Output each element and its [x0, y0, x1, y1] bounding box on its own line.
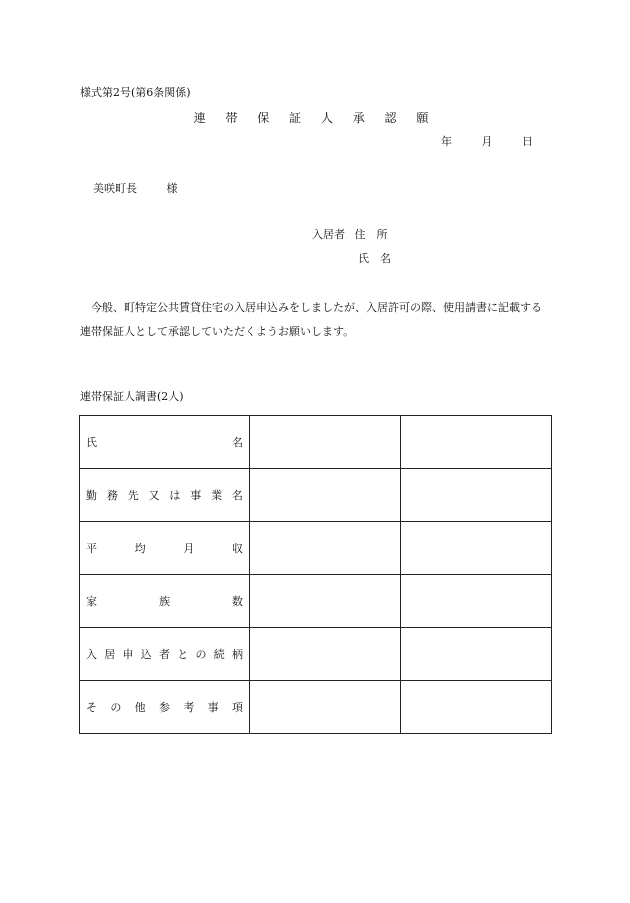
row-label-cell: [80, 681, 250, 734]
date-day: 日: [522, 135, 533, 148]
table-row: [80, 469, 552, 522]
table-row: [80, 416, 552, 469]
row-label-cell: [80, 522, 250, 575]
addressee-honorific: 様: [166, 182, 178, 195]
row-label: そ の 他 参 考 事 項: [86, 701, 243, 714]
row-label: 家 族 数: [86, 595, 243, 608]
guarantor-2-cell[interactable]: [401, 681, 552, 734]
date-year: 年: [441, 135, 452, 148]
guarantor-1-cell[interactable]: [250, 628, 401, 681]
guarantor-1-cell[interactable]: [250, 575, 401, 628]
applicant-name-line: [358, 252, 391, 266]
guarantor-1-cell[interactable]: [250, 681, 401, 734]
guarantor-table: [79, 415, 552, 734]
guarantor-1-cell[interactable]: [250, 469, 401, 522]
row-label: 平 均 月 収: [86, 542, 243, 555]
applicant-label: 入居者: [312, 228, 345, 241]
guarantor-1-cell[interactable]: [250, 522, 401, 575]
applicant-address-label: 住 所: [354, 228, 388, 241]
table-row: [80, 628, 552, 681]
table-caption: 連帯保証人調書(2人): [80, 390, 184, 403]
guarantor-2-cell[interactable]: [401, 416, 552, 469]
addressee: [93, 182, 178, 196]
guarantor-2-cell[interactable]: [401, 522, 552, 575]
row-label: 入 居 申 込 者 と の 続 柄: [86, 648, 243, 661]
date-line: [441, 135, 533, 149]
table-row: [80, 575, 552, 628]
table-row: [80, 522, 552, 575]
row-label-cell: [80, 469, 250, 522]
guarantor-2-cell[interactable]: [401, 575, 552, 628]
addressee-name: 美咲町長: [93, 182, 137, 195]
table-row: [80, 681, 552, 734]
form-number: 様式第2号(第6条関係): [80, 86, 191, 99]
applicant-address-line: [312, 228, 388, 242]
date-month: 月: [481, 135, 493, 148]
row-label-cell: [80, 628, 250, 681]
guarantor-2-cell[interactable]: [401, 469, 552, 522]
row-label: 勤 務 先 又 は 事 業 名: [86, 489, 243, 502]
document-title: 連 帯 保 証 人 承 認 願: [193, 111, 437, 125]
guarantor-1-cell[interactable]: [250, 416, 401, 469]
row-label: 氏 名: [86, 436, 243, 449]
row-label-cell: [80, 416, 250, 469]
applicant-name-label: 氏 名: [358, 252, 391, 265]
request-body-text: 今般、町特定公共賃貸住宅の入居申込みをしましたが、入居許可の際、使用請書に記載する連帯保証人として承認していただくようお願いします。: [80, 301, 542, 338]
row-label-cell: [80, 575, 250, 628]
guarantor-2-cell[interactable]: [401, 628, 552, 681]
